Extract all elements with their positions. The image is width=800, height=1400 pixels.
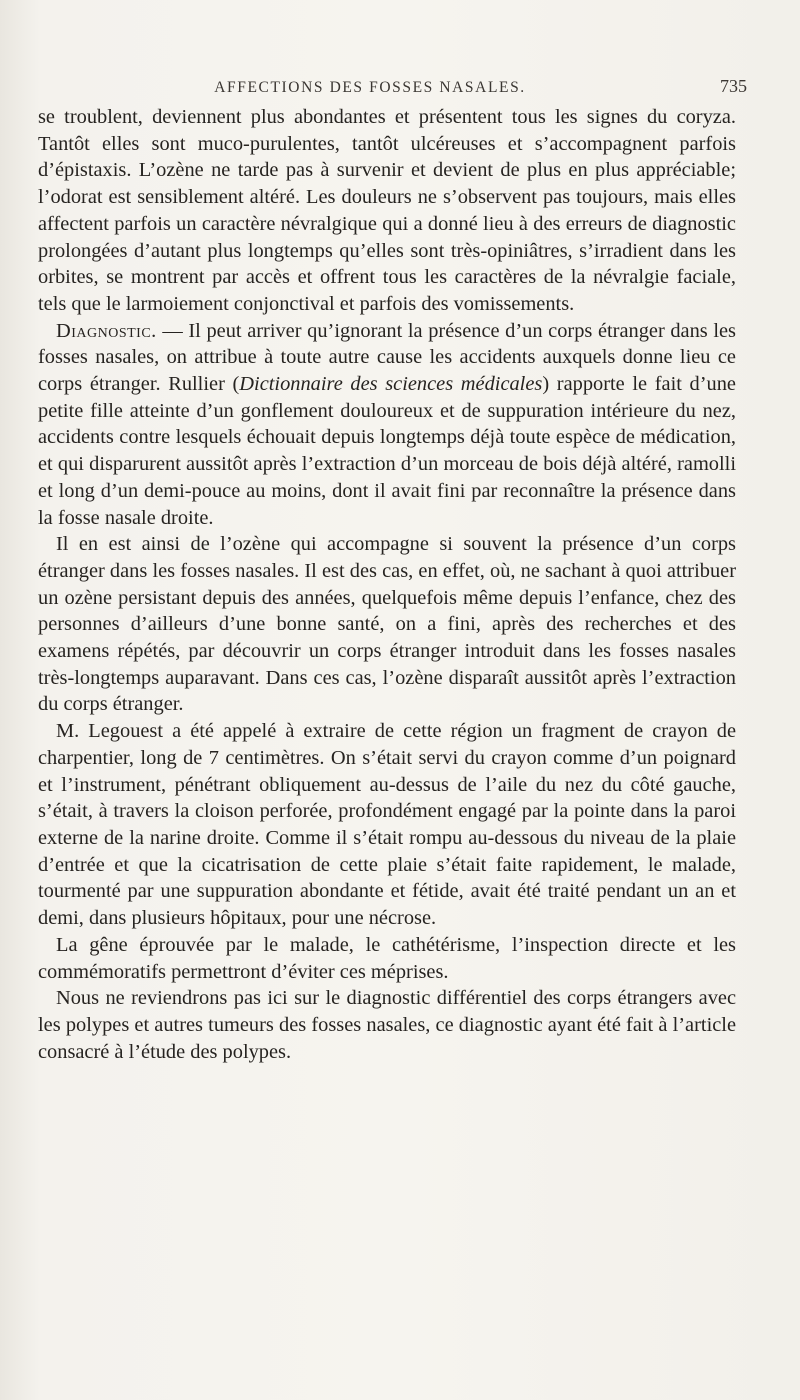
paragraph-text: ) rapporte le fait d’une petite fille atteinte d’un gonflement douloureux et de suppuration intérieure du nez, accidents contre lesquels échouait depuis longtemps déjà toute espèce de médication, et qui disparurent aussitôt après l’extraction d’un morceau de bois déjà altéré, ramolli et long d’un demi-pouce au moins, dont il avait fini par reconnaître la présence dans la fosse nasale droite. bbox=[38, 373, 736, 529]
paragraph-diagnostic bbox=[38, 318, 736, 532]
running-header: AFFECTIONS DES FOSSES NASALES. bbox=[214, 79, 526, 96]
paragraph-legouest: M. Legouest a été appelé à extraire de cette région un fragment de crayon de charpentier, long de 7 centimètres. On s’était servi du crayon comme d’un poignard et l’instrument, pénétrant obliquement au-dessus de l’aile du nez du côté gauche, s’était, à travers la cloison perforée, profondément engagé par la pointe dans la paroi externe de la narine droite. Comme il s’était rompu au-dessous du niveau de la plaie d’entrée et que la cicatrisation de cette plaie s’était faite rapidement, le malade, tourmenté par une suppuration abondante et fétide, avait été traité pendant un an et demi, dans plusieurs hôpitaux, pour une nécrose. bbox=[38, 720, 736, 930]
page-number: 735 bbox=[720, 76, 747, 96]
body-text bbox=[38, 104, 736, 1065]
paragraph-ozene: Il en est ainsi de l’ozène qui accompagne si souvent la présence d’un corps étranger dans les fosses nasales. Il est des cas, en effet, où, ne sachant à quoi attribuer un ozène persistant depuis des années, quelquefois même depuis l’enfance, chez des personnes d’ailleurs d’une bonne santé, on a fini, après des recherches et des examens répétés, par découvrir un corps étranger introduit dans les fosses nasales très-longtemps auparavant. Dans ces cas, l’ozène disparaît aussitôt après l’extraction du corps étranger. bbox=[38, 533, 736, 716]
paragraph-text: — Il peut arriver qu’ignorant la présence d’un corps étranger dans les fosses nasales, on attribue à toute autre cause les accidents auxquels donne lieu ce corps étranger. Rullier ( bbox=[38, 319, 736, 396]
paragraph-gene: La gêne éprouvée par le malade, le cathétérisme, l’inspection directe et les commémoratifs permettront d’éviter ces méprises. bbox=[38, 933, 736, 983]
section-label: Diagnostic. bbox=[56, 319, 157, 342]
paragraph-polypes: Nous ne reviendrons pas ici sur le diagnostic différentiel des corps étrangers avec les polypes et autres tumeurs des fosses nasales, ce diagnostic ayant été fait à l’article consacré à l’étude des polypes. bbox=[38, 987, 736, 1063]
paragraph-continuation: se troublent, deviennent plus abondantes et présentent tous les signes du coryza. Tantôt elles sont muco-purulentes, tantôt ulcéreuses et s’accompagnent parfois d’épistaxis. L’ozène ne tarde pas à survenir et devient de plus en plus appréciable; l’odorat est sensiblement altéré. Les douleurs ne s’observent pas toujours, mais elles affectent parfois un caractère névralgique qui a donné lieu à des erreurs de diagnostic prolongées d’autant plus longtemps qu’elles sont très-opiniâtres, s’irradient dans les orbites, se montrent par accès et offrent tous les caractères de la névralgie faciale, tels que le larmoiement conjonctival et parfois des vomissements. bbox=[38, 106, 736, 315]
citation-title: Dictionnaire des sciences médicales bbox=[239, 373, 543, 396]
